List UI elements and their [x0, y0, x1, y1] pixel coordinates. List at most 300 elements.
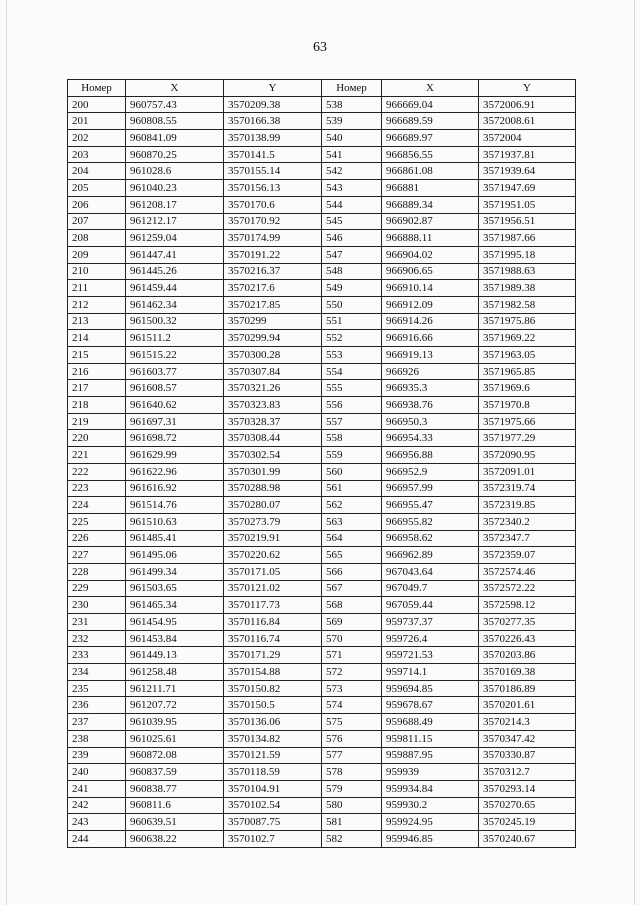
header-x: X	[126, 80, 224, 97]
point-number-cell: 240	[68, 764, 126, 781]
x-coordinate-cell: 961499.34	[126, 563, 224, 580]
x-coordinate-cell: 961514.76	[126, 497, 224, 514]
x-coordinate-cell: 961640.62	[126, 397, 224, 414]
point-number-cell: 211	[68, 280, 126, 297]
table-row	[68, 130, 576, 147]
x-coordinate-cell: 966910.14	[382, 280, 479, 297]
x-coordinate-cell: 961510.63	[126, 513, 224, 530]
y-coordinate-cell: 3570117.73	[224, 597, 322, 614]
x-coordinate-cell: 961459.44	[126, 280, 224, 297]
table-row	[68, 614, 576, 631]
x-coordinate-cell: 961259.04	[126, 230, 224, 247]
x-coordinate-cell: 966958.62	[382, 530, 479, 547]
table-row	[68, 296, 576, 313]
x-coordinate-cell: 966861.08	[382, 163, 479, 180]
point-number-cell: 213	[68, 313, 126, 330]
table-row	[68, 430, 576, 447]
y-coordinate-cell: 3571987.66	[479, 230, 576, 247]
x-coordinate-cell: 966935.3	[382, 380, 479, 397]
point-number-cell: 234	[68, 664, 126, 681]
x-coordinate-cell: 961453.84	[126, 630, 224, 647]
point-number-cell: 582	[322, 830, 382, 847]
point-number-cell: 243	[68, 814, 126, 831]
y-coordinate-cell: 3572091.01	[479, 463, 576, 480]
point-number-cell: 212	[68, 296, 126, 313]
table-row	[68, 597, 576, 614]
x-coordinate-cell: 966950.3	[382, 413, 479, 430]
y-coordinate-cell: 3570301.99	[224, 463, 322, 480]
table-row	[68, 730, 576, 747]
y-coordinate-cell: 3570273.79	[224, 513, 322, 530]
x-coordinate-cell: 959726.4	[382, 630, 479, 647]
scan-edge-right	[634, 0, 635, 905]
point-number-cell: 232	[68, 630, 126, 647]
table-row	[68, 280, 576, 297]
y-coordinate-cell: 3572008.61	[479, 113, 576, 130]
point-number-cell: 558	[322, 430, 382, 447]
y-coordinate-cell: 3570141.5	[224, 146, 322, 163]
point-number-cell: 565	[322, 547, 382, 564]
y-coordinate-cell: 3571988.63	[479, 263, 576, 280]
x-coordinate-cell: 966912.09	[382, 296, 479, 313]
x-coordinate-cell: 966856.55	[382, 146, 479, 163]
x-coordinate-cell: 959721.53	[382, 647, 479, 664]
point-number-cell: 539	[322, 113, 382, 130]
point-number-cell: 548	[322, 263, 382, 280]
point-number-cell: 571	[322, 647, 382, 664]
x-coordinate-cell: 961447.41	[126, 246, 224, 263]
x-coordinate-cell: 961495.06	[126, 547, 224, 564]
y-coordinate-cell: 3570214.3	[479, 714, 576, 731]
y-coordinate-cell: 3570191.22	[224, 246, 322, 263]
point-number-cell: 554	[322, 363, 382, 380]
point-number-cell: 564	[322, 530, 382, 547]
y-coordinate-cell: 3572006.91	[479, 96, 576, 113]
point-number-cell: 215	[68, 347, 126, 364]
x-coordinate-cell: 960638.22	[126, 830, 224, 847]
point-number-cell: 231	[68, 614, 126, 631]
x-coordinate-cell: 967049.7	[382, 580, 479, 597]
y-coordinate-cell: 3570155.14	[224, 163, 322, 180]
y-coordinate-cell: 3571995.18	[479, 246, 576, 263]
table-row	[68, 497, 576, 514]
table-row	[68, 797, 576, 814]
y-coordinate-cell: 3570169.38	[479, 664, 576, 681]
table-row	[68, 347, 576, 364]
y-coordinate-cell: 3570220.62	[224, 547, 322, 564]
y-coordinate-cell: 3570308.44	[224, 430, 322, 447]
table-row	[68, 480, 576, 497]
y-coordinate-cell: 3571947.69	[479, 180, 576, 197]
point-number-cell: 543	[322, 180, 382, 197]
y-coordinate-cell: 3570299	[224, 313, 322, 330]
x-coordinate-cell: 961515.22	[126, 347, 224, 364]
y-coordinate-cell: 3570203.86	[479, 647, 576, 664]
point-number-cell: 555	[322, 380, 382, 397]
scan-edge-left	[6, 0, 7, 905]
x-coordinate-cell: 966919.13	[382, 347, 479, 364]
point-number-cell: 237	[68, 714, 126, 731]
y-coordinate-cell: 3572340.2	[479, 513, 576, 530]
point-number-cell: 239	[68, 747, 126, 764]
y-coordinate-cell: 3571939.64	[479, 163, 576, 180]
point-number-cell: 206	[68, 196, 126, 213]
x-coordinate-cell: 959811.15	[382, 730, 479, 747]
y-coordinate-cell: 3570171.05	[224, 563, 322, 580]
y-coordinate-cell: 3571951.05	[479, 196, 576, 213]
x-coordinate-cell: 966881	[382, 180, 479, 197]
point-number-cell: 566	[322, 563, 382, 580]
x-coordinate-cell: 961040.23	[126, 180, 224, 197]
point-number-cell: 223	[68, 480, 126, 497]
y-coordinate-cell: 3572004	[479, 130, 576, 147]
y-coordinate-cell: 3571975.66	[479, 413, 576, 430]
y-coordinate-cell: 3571977.29	[479, 430, 576, 447]
x-coordinate-cell: 959924.95	[382, 814, 479, 831]
y-coordinate-cell: 3570170.6	[224, 196, 322, 213]
table-row	[68, 180, 576, 197]
point-number-cell: 563	[322, 513, 382, 530]
y-coordinate-cell: 3570330.87	[479, 747, 576, 764]
y-coordinate-cell: 3570226.43	[479, 630, 576, 647]
coordinates-table	[67, 79, 576, 848]
x-coordinate-cell: 966914.26	[382, 313, 479, 330]
y-coordinate-cell: 3570186.89	[479, 680, 576, 697]
x-coordinate-cell: 960811.6	[126, 797, 224, 814]
table-row	[68, 530, 576, 547]
page-number: 63	[313, 40, 327, 55]
header-y: Y	[224, 80, 322, 97]
x-coordinate-cell: 966955.47	[382, 497, 479, 514]
y-coordinate-cell: 3571956.51	[479, 213, 576, 230]
x-coordinate-cell: 966888.11	[382, 230, 479, 247]
point-number-cell: 219	[68, 413, 126, 430]
x-coordinate-cell: 966955.82	[382, 513, 479, 530]
x-coordinate-cell: 959714.1	[382, 664, 479, 681]
table-row	[68, 664, 576, 681]
table-row	[68, 196, 576, 213]
y-coordinate-cell: 3570277.35	[479, 614, 576, 631]
y-coordinate-cell: 3570134.82	[224, 730, 322, 747]
point-number-cell: 560	[322, 463, 382, 480]
point-number-cell: 201	[68, 113, 126, 130]
y-coordinate-cell: 3570270.65	[479, 797, 576, 814]
point-number-cell: 203	[68, 146, 126, 163]
table-row	[68, 313, 576, 330]
x-coordinate-cell: 961500.32	[126, 313, 224, 330]
point-number-cell: 573	[322, 680, 382, 697]
y-coordinate-cell: 3570102.7	[224, 830, 322, 847]
point-number-cell: 567	[322, 580, 382, 597]
point-number-cell: 230	[68, 597, 126, 614]
point-number-cell: 577	[322, 747, 382, 764]
x-coordinate-cell: 966902.87	[382, 213, 479, 230]
y-coordinate-cell: 3570302.54	[224, 447, 322, 464]
x-coordinate-cell: 961449.13	[126, 647, 224, 664]
x-coordinate-cell: 966889.34	[382, 196, 479, 213]
point-number-cell: 200	[68, 96, 126, 113]
header-y-2: Y	[479, 80, 576, 97]
y-coordinate-cell: 3570321.26	[224, 380, 322, 397]
x-coordinate-cell: 966956.88	[382, 447, 479, 464]
y-coordinate-cell: 3571969.22	[479, 330, 576, 347]
point-number-cell: 561	[322, 480, 382, 497]
x-coordinate-cell: 959939	[382, 764, 479, 781]
point-number-cell: 217	[68, 380, 126, 397]
x-coordinate-cell: 960837.59	[126, 764, 224, 781]
point-number-cell: 545	[322, 213, 382, 230]
x-coordinate-cell: 966906.65	[382, 263, 479, 280]
x-coordinate-cell: 961208.17	[126, 196, 224, 213]
y-coordinate-cell: 3570219.91	[224, 530, 322, 547]
table-row	[68, 630, 576, 647]
point-number-cell: 235	[68, 680, 126, 697]
y-coordinate-cell: 3570299.94	[224, 330, 322, 347]
x-coordinate-cell: 959737.37	[382, 614, 479, 631]
y-coordinate-cell: 3570201.61	[479, 697, 576, 714]
x-coordinate-cell: 961485.41	[126, 530, 224, 547]
x-coordinate-cell: 961608.57	[126, 380, 224, 397]
x-coordinate-cell: 960841.09	[126, 130, 224, 147]
point-number-cell: 229	[68, 580, 126, 597]
y-coordinate-cell: 3571965.85	[479, 363, 576, 380]
table-row	[68, 647, 576, 664]
point-number-cell: 550	[322, 296, 382, 313]
x-coordinate-cell: 961039.95	[126, 714, 224, 731]
point-number-cell: 570	[322, 630, 382, 647]
y-coordinate-cell: 3571982.58	[479, 296, 576, 313]
y-coordinate-cell: 3570170.92	[224, 213, 322, 230]
y-coordinate-cell: 3570217.6	[224, 280, 322, 297]
y-coordinate-cell: 3572090.95	[479, 447, 576, 464]
y-coordinate-cell: 3570156.13	[224, 180, 322, 197]
table-row	[68, 163, 576, 180]
point-number-cell: 562	[322, 497, 382, 514]
point-number-cell: 576	[322, 730, 382, 747]
table-row	[68, 563, 576, 580]
table-row	[68, 263, 576, 280]
point-number-cell: 553	[322, 347, 382, 364]
y-coordinate-cell: 3570307.84	[224, 363, 322, 380]
x-coordinate-cell: 960757.43	[126, 96, 224, 113]
y-coordinate-cell: 3570104.91	[224, 780, 322, 797]
point-number-cell: 221	[68, 447, 126, 464]
point-number-cell: 552	[322, 330, 382, 347]
table-row	[68, 463, 576, 480]
y-coordinate-cell: 3572319.74	[479, 480, 576, 497]
table-row	[68, 547, 576, 564]
y-coordinate-cell: 3570347.42	[479, 730, 576, 747]
x-coordinate-cell: 961622.96	[126, 463, 224, 480]
point-number-cell: 241	[68, 780, 126, 797]
header-number: Номер	[68, 80, 126, 97]
point-number-cell: 551	[322, 313, 382, 330]
x-coordinate-cell: 961028.6	[126, 163, 224, 180]
y-coordinate-cell: 3572572.22	[479, 580, 576, 597]
x-coordinate-cell: 959688.49	[382, 714, 479, 731]
y-coordinate-cell: 3572347.7	[479, 530, 576, 547]
y-coordinate-cell: 3570150.82	[224, 680, 322, 697]
y-coordinate-cell: 3570300.28	[224, 347, 322, 364]
point-number-cell: 575	[322, 714, 382, 731]
x-coordinate-cell: 967059.44	[382, 597, 479, 614]
point-number-cell: 233	[68, 647, 126, 664]
y-coordinate-cell: 3572574.46	[479, 563, 576, 580]
x-coordinate-cell: 961465.34	[126, 597, 224, 614]
x-coordinate-cell: 961454.95	[126, 614, 224, 631]
point-number-cell: 557	[322, 413, 382, 430]
table-row	[68, 780, 576, 797]
y-coordinate-cell: 3571970.8	[479, 397, 576, 414]
y-coordinate-cell: 3570174.99	[224, 230, 322, 247]
x-coordinate-cell: 966957.99	[382, 480, 479, 497]
y-coordinate-cell: 3570312.7	[479, 764, 576, 781]
point-number-cell: 236	[68, 697, 126, 714]
x-coordinate-cell: 961629.99	[126, 447, 224, 464]
y-coordinate-cell: 3570118.59	[224, 764, 322, 781]
point-number-cell: 541	[322, 146, 382, 163]
table-row	[68, 413, 576, 430]
y-coordinate-cell: 3570328.37	[224, 413, 322, 430]
point-number-cell: 579	[322, 780, 382, 797]
x-coordinate-cell: 960639.51	[126, 814, 224, 831]
y-coordinate-cell: 3570121.59	[224, 747, 322, 764]
y-coordinate-cell: 3570240.67	[479, 830, 576, 847]
point-number-cell: 216	[68, 363, 126, 380]
x-coordinate-cell: 967043.64	[382, 563, 479, 580]
point-number-cell: 549	[322, 280, 382, 297]
x-coordinate-cell: 961511.2	[126, 330, 224, 347]
x-coordinate-cell: 961603.77	[126, 363, 224, 380]
point-number-cell: 205	[68, 180, 126, 197]
x-coordinate-cell: 961207.72	[126, 697, 224, 714]
y-coordinate-cell: 3572359.07	[479, 547, 576, 564]
point-number-cell: 238	[68, 730, 126, 747]
x-coordinate-cell: 966926	[382, 363, 479, 380]
point-number-cell: 578	[322, 764, 382, 781]
point-number-cell: 572	[322, 664, 382, 681]
point-number-cell: 580	[322, 797, 382, 814]
x-coordinate-cell: 966904.02	[382, 246, 479, 263]
table-row	[68, 213, 576, 230]
y-coordinate-cell: 3570116.74	[224, 630, 322, 647]
table-row	[68, 113, 576, 130]
y-coordinate-cell: 3570136.06	[224, 714, 322, 731]
point-number-cell: 204	[68, 163, 126, 180]
x-coordinate-cell: 960838.77	[126, 780, 224, 797]
x-coordinate-cell: 960872.08	[126, 747, 224, 764]
point-number-cell: 542	[322, 163, 382, 180]
point-number-cell: 208	[68, 230, 126, 247]
table-row	[68, 397, 576, 414]
point-number-cell: 227	[68, 547, 126, 564]
x-coordinate-cell: 966916.66	[382, 330, 479, 347]
y-coordinate-cell: 3572319.85	[479, 497, 576, 514]
point-number-cell: 207	[68, 213, 126, 230]
table-row	[68, 330, 576, 347]
table-row	[68, 246, 576, 263]
x-coordinate-cell: 966954.33	[382, 430, 479, 447]
x-coordinate-cell: 966938.76	[382, 397, 479, 414]
x-coordinate-cell: 961697.31	[126, 413, 224, 430]
point-number-cell: 214	[68, 330, 126, 347]
point-number-cell: 540	[322, 130, 382, 147]
y-coordinate-cell: 3570166.38	[224, 113, 322, 130]
point-number-cell: 242	[68, 797, 126, 814]
y-coordinate-cell: 3570087.75	[224, 814, 322, 831]
x-coordinate-cell: 959887.95	[382, 747, 479, 764]
header-number-2: Номер	[322, 80, 382, 97]
x-coordinate-cell: 966669.04	[382, 96, 479, 113]
x-coordinate-cell: 966689.59	[382, 113, 479, 130]
x-coordinate-cell: 966962.89	[382, 547, 479, 564]
y-coordinate-cell: 3570245.19	[479, 814, 576, 831]
x-coordinate-cell: 961258.48	[126, 664, 224, 681]
y-coordinate-cell: 3571975.86	[479, 313, 576, 330]
x-coordinate-cell: 959678.67	[382, 697, 479, 714]
x-coordinate-cell: 961211.71	[126, 680, 224, 697]
table-row	[68, 830, 576, 847]
y-coordinate-cell: 3572598.12	[479, 597, 576, 614]
x-coordinate-cell: 961503.65	[126, 580, 224, 597]
y-coordinate-cell: 3571937.81	[479, 146, 576, 163]
x-coordinate-cell: 961616.92	[126, 480, 224, 497]
y-coordinate-cell: 3571969.6	[479, 380, 576, 397]
x-coordinate-cell: 961698.72	[126, 430, 224, 447]
table-row	[68, 96, 576, 113]
point-number-cell: 210	[68, 263, 126, 280]
table-row	[68, 747, 576, 764]
y-coordinate-cell: 3570102.54	[224, 797, 322, 814]
y-coordinate-cell: 3571963.05	[479, 347, 576, 364]
y-coordinate-cell: 3570216.37	[224, 263, 322, 280]
x-coordinate-cell: 966689.97	[382, 130, 479, 147]
point-number-cell: 244	[68, 830, 126, 847]
point-number-cell: 225	[68, 513, 126, 530]
table-row	[68, 146, 576, 163]
point-number-cell: 222	[68, 463, 126, 480]
point-number-cell: 559	[322, 447, 382, 464]
point-number-cell: 220	[68, 430, 126, 447]
table-row	[68, 814, 576, 831]
x-coordinate-cell: 960808.55	[126, 113, 224, 130]
y-coordinate-cell: 3570150.5	[224, 697, 322, 714]
y-coordinate-cell: 3570293.14	[479, 780, 576, 797]
y-coordinate-cell: 3570121.02	[224, 580, 322, 597]
point-number-cell: 546	[322, 230, 382, 247]
y-coordinate-cell: 3570209.38	[224, 96, 322, 113]
point-number-cell: 218	[68, 397, 126, 414]
point-number-cell: 568	[322, 597, 382, 614]
y-coordinate-cell: 3570171.29	[224, 647, 322, 664]
x-coordinate-cell: 966952.9	[382, 463, 479, 480]
point-number-cell: 574	[322, 697, 382, 714]
x-coordinate-cell: 961445.26	[126, 263, 224, 280]
x-coordinate-cell: 961462.34	[126, 296, 224, 313]
table-row	[68, 447, 576, 464]
table-row	[68, 363, 576, 380]
point-number-cell: 538	[322, 96, 382, 113]
table-row	[68, 380, 576, 397]
y-coordinate-cell: 3570154.88	[224, 664, 322, 681]
table-row	[68, 513, 576, 530]
point-number-cell: 209	[68, 246, 126, 263]
x-coordinate-cell: 959934.84	[382, 780, 479, 797]
point-number-cell: 569	[322, 614, 382, 631]
table-row	[68, 680, 576, 697]
y-coordinate-cell: 3570323.83	[224, 397, 322, 414]
y-coordinate-cell: 3570138.99	[224, 130, 322, 147]
